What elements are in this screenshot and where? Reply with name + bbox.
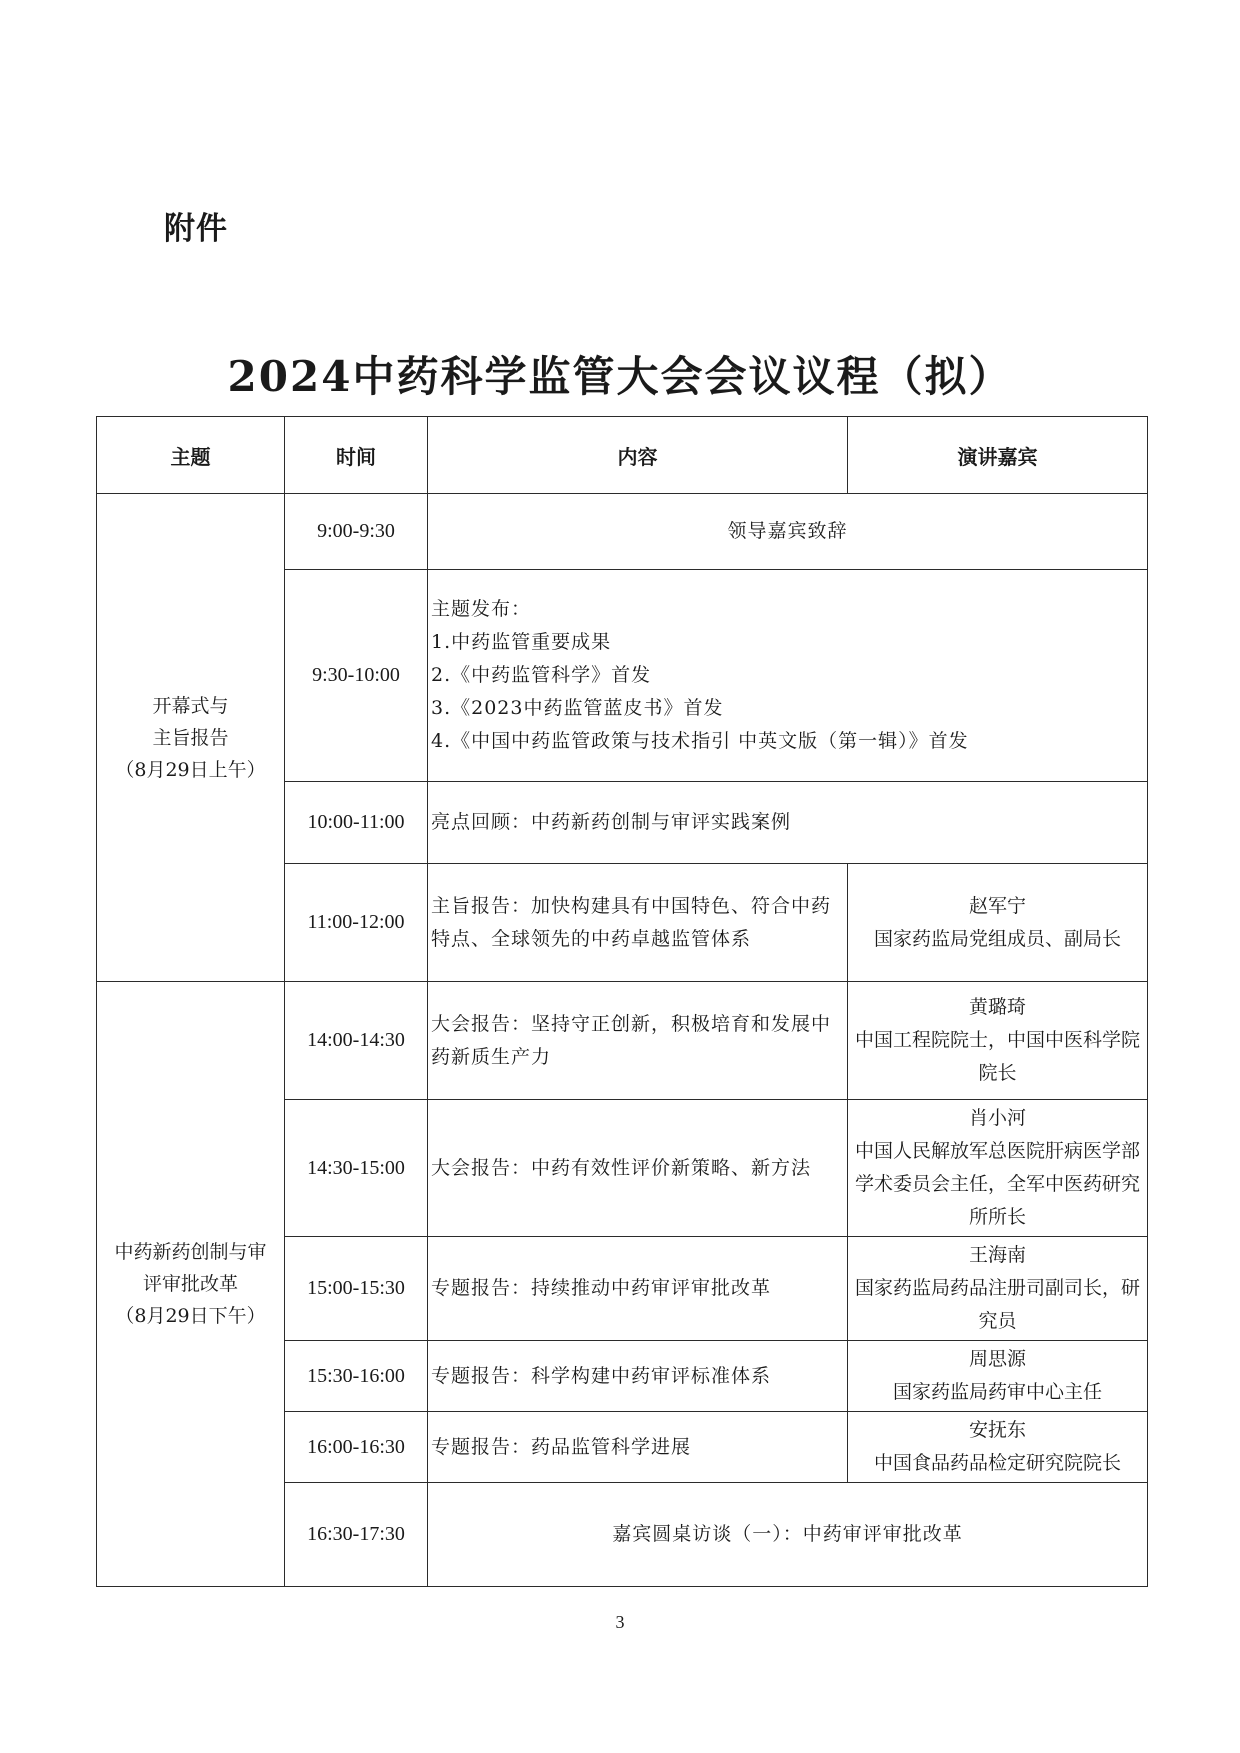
content-cell: 主旨报告：加快构建具有中国特色、符合中药特点、全球领先的中药卓越监管体系 [428,864,848,982]
time-cell: 14:00-14:30 [285,982,428,1100]
topic-line: 中药新药创制与审 [114,1241,267,1263]
content-cell: 大会报告：中药有效性评价新策略、新方法 [428,1100,848,1237]
speaker-cell [848,982,1148,1100]
header-time: 时间 [285,417,428,494]
content-cell: 亮点回顾：中药新药创制与审评实践案例 [428,782,1148,864]
speaker-cell [848,1412,1148,1483]
page-number: 3 [615,1612,625,1632]
speaker-title: 中国食品药品检定研究院院长 [873,1452,1121,1474]
time-cell: 9:00-9:30 [285,494,428,570]
content-line: 2.《中药监管科学》首发 [431,664,652,686]
header-topic: 主题 [97,417,285,494]
document-title: 2024中药科学监管大会会议议程（拟） [227,352,1013,401]
content-line: 3.《2023中药监管蓝皮书》首发 [431,697,724,719]
content-cell: 嘉宾圆桌访谈（一）：中药审评审批改革 [428,1483,1148,1587]
speaker-name: 安抚东 [968,1419,1026,1441]
time-cell: 15:00-15:30 [285,1237,428,1341]
speaker-name: 王海南 [968,1244,1026,1266]
header-speaker: 演讲嘉宾 [848,417,1148,494]
topic-line: （8月29日下午） [115,1305,266,1327]
content-cell: 专题报告：科学构建中药审评标准体系 [428,1341,848,1412]
content-cell [428,570,1148,782]
content-cell: 专题报告：药品监管科学进展 [428,1412,848,1483]
speaker-cell [848,864,1148,982]
table-header-row [97,417,1148,494]
speaker-title: 中国人民解放军总医院肝病医学部学术委员会主任，全军中医药研究所所长 [854,1140,1140,1228]
speaker-title: 国家药监局党组成员、副局长 [873,927,1121,950]
content-line: 1.中药监管重要成果 [431,631,612,653]
time-cell: 9:30-10:00 [285,570,428,782]
content-line: 4.《中国中药监管政策与技术指引 中英文版（第一辑）》首发 [431,730,969,752]
time-cell: 16:00-16:30 [285,1412,428,1483]
speaker-name: 赵军宁 [968,894,1026,917]
content-cell: 大会报告：坚持守正创新，积极培育和发展中药新质生产力 [428,982,848,1100]
topic-line: 主旨报告 [152,726,229,749]
session-topic [97,982,285,1587]
speaker-name: 黄璐琦 [968,996,1026,1018]
attachment-label: 附件 [164,211,228,247]
content-cell: 专题报告：持续推动中药审评审批改革 [428,1237,848,1341]
agenda-table [96,416,1148,1587]
time-cell: 15:30-16:00 [285,1341,428,1412]
speaker-title: 中国工程院院士，中国中医科学院院长 [854,1029,1140,1084]
table-row [97,982,1148,1100]
session-topic [97,494,285,982]
content-line: 主题发布： [431,598,532,620]
time-cell: 14:30-15:00 [285,1100,428,1237]
speaker-name: 周思源 [968,1348,1026,1370]
time-cell: 10:00-11:00 [285,782,428,864]
header-content: 内容 [428,417,848,494]
topic-line: 开幕式与 [152,694,229,717]
topic-line: （8月29日上午） [115,758,266,781]
table-row [97,494,1148,570]
speaker-name: 肖小河 [968,1107,1026,1129]
speaker-cell [848,1237,1148,1341]
speaker-cell [848,1100,1148,1237]
speaker-title: 国家药监局药审中心主任 [892,1381,1102,1403]
time-cell: 16:30-17:30 [285,1483,428,1587]
time-cell: 11:00-12:00 [285,864,428,982]
topic-line: 评审批改革 [142,1273,238,1295]
speaker-title: 国家药监局药品注册司副司长，研究员 [854,1277,1140,1332]
speaker-cell [848,1341,1148,1412]
content-cell: 领导嘉宾致辞 [428,494,1148,570]
